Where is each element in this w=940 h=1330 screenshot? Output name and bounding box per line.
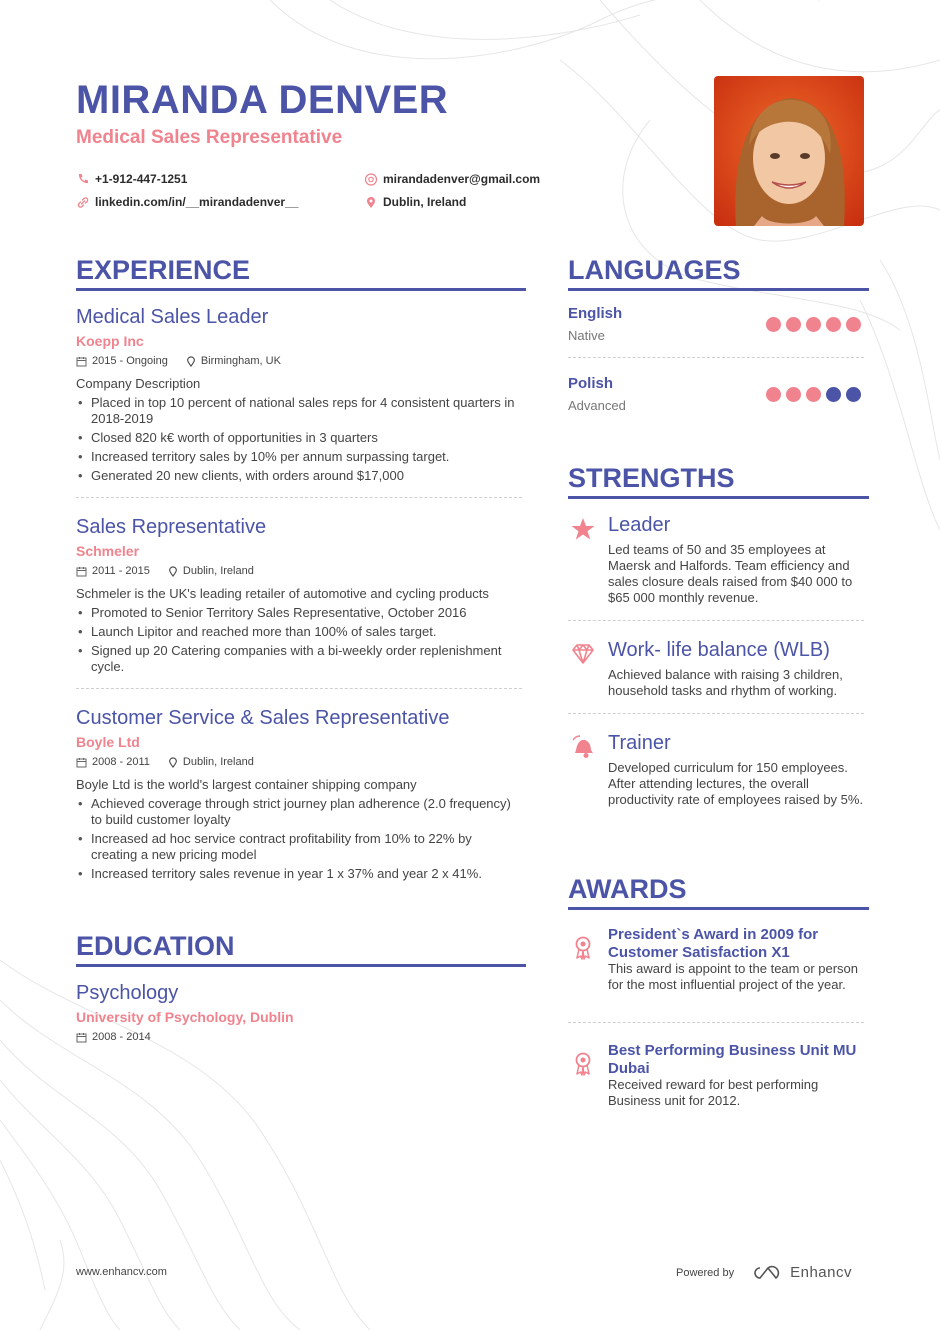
rating-dot-filled (786, 317, 801, 332)
calendar-icon (76, 1032, 87, 1043)
job-bullet: • Achieved coverage through strict journey plan adherence (2.0 frequency) to build customer loyalty (76, 796, 516, 828)
location-text: Dublin, Ireland (383, 195, 467, 209)
award-description: Received reward for best performing Business unit for 2012. (608, 1077, 819, 1108)
strength-description: Achieved balance with raising 3 children, household tasks and rhythm of working. (608, 667, 843, 698)
strength-title: Leader (608, 514, 671, 536)
rating-dot-empty (846, 387, 861, 402)
job-meta (76, 565, 254, 577)
rating-dot-filled (826, 317, 841, 332)
job-dates: 2011 - 2015 (92, 565, 150, 577)
job-title: Sales Representative (76, 516, 267, 538)
job-meta (76, 355, 281, 367)
job-bullet: • Generated 20 new clients, with orders around $17,000 (76, 468, 516, 484)
divider (568, 713, 864, 714)
rating-dot-filled (786, 387, 801, 402)
calendar-icon (76, 566, 87, 577)
powered-by-label: Powered by (676, 1266, 735, 1279)
education-heading: EDUCATION (76, 930, 526, 967)
rating-dot-filled (766, 387, 781, 402)
strengths-heading: STRENGTHS (568, 462, 869, 499)
bell-icon (570, 734, 596, 760)
at-icon (364, 173, 378, 186)
job-description: Schmeler is the UK's leading retailer of automotive and cycling products (76, 586, 489, 601)
strength-title: Trainer (608, 732, 671, 754)
award-title: President`s Award in 2009 for Customer Satisfaction X1 (608, 926, 819, 961)
awards-heading: AWARDS (568, 873, 869, 910)
job-bullets (76, 605, 516, 678)
job-bullets (76, 796, 516, 885)
strength-description: Led teams of 50 and 35 employees at Maersk and Halfords. Team efficiency and sales closure deals raised from $40 000 to $65 000 monthly revenue. (608, 542, 853, 605)
job-description: Boyle Ltd is the world's largest container shipping company (76, 777, 417, 792)
linkedin-text[interactable]: linkedin.com/in/__mirandadenver__ (95, 195, 299, 209)
contact-phone (76, 172, 187, 186)
job-dates: 2008 - 2011 (92, 756, 150, 768)
award-medal-icon (570, 934, 596, 960)
job-bullet: • Placed in top 10 percent of national sales reps for 4 consistent quarters in 2018-2019 (76, 395, 516, 427)
language-name: English (568, 305, 623, 322)
job-bullet: • Signed up 20 Catering companies with a bi-weekly order replenishment cycle. (76, 643, 516, 675)
job-company: Schmeler (76, 543, 140, 559)
job-meta (76, 756, 254, 768)
education-meta (76, 1031, 151, 1043)
strength-description: Developed curriculum for 150 employees. After attending lectures, the overall productivity rate of employees raised by 5%. (608, 760, 864, 807)
job-company: Boyle Ltd (76, 734, 140, 750)
divider (568, 1022, 864, 1023)
rating-dot-filled (846, 317, 861, 332)
job-title: Medical Sales Leader (76, 306, 269, 328)
rating-dot-filled (806, 317, 821, 332)
star-icon (570, 516, 596, 542)
job-company: Koepp Inc (76, 333, 144, 349)
diamond-icon (570, 641, 596, 667)
divider (76, 497, 522, 498)
email-text[interactable]: mirandadenver@gmail.com (383, 172, 541, 186)
location-pin-icon (186, 356, 196, 367)
location-pin-icon (168, 757, 178, 768)
job-bullet: • Promoted to Senior Territory Sales Representative, October 2016 (76, 605, 516, 621)
job-bullet: • Increased territory sales revenue in year 1 x 37% and year 2 x 41%. (76, 866, 516, 882)
language-rating (766, 317, 861, 332)
rating-dot-empty (826, 387, 841, 402)
job-bullet: • Closed 820 k€ worth of opportunities in 3 quarters (76, 430, 516, 446)
language-level: Advanced (568, 398, 626, 413)
language-level: Native (568, 328, 605, 343)
enhancv-logo-icon (752, 1265, 784, 1281)
contact-email (364, 172, 540, 186)
divider (568, 357, 864, 358)
footer-brand (676, 1264, 852, 1281)
experience-heading: EXPERIENCE (76, 254, 526, 291)
divider (76, 688, 522, 689)
job-dates: 2015 - Ongoing (92, 355, 168, 367)
language-rating (766, 387, 861, 402)
candidate-title: Medical Sales Representative (76, 127, 343, 148)
job-bullet: • Increased ad hoc service contract profitability from 10% to 22% by creating a new pricing model (76, 831, 516, 863)
phone-icon (76, 173, 90, 185)
calendar-icon (76, 757, 87, 768)
location-pin-icon (168, 566, 178, 577)
award-description: This award is appoint to the team or person for the most influential project of the year. (608, 961, 859, 992)
education-school: University of Psychology, Dublin (76, 1009, 294, 1025)
brand-name[interactable]: Enhancv (790, 1264, 852, 1281)
education-dates: 2008 - 2014 (92, 1031, 151, 1043)
education-degree: Psychology (76, 982, 179, 1004)
rating-dot-filled (766, 317, 781, 332)
candidate-name: MIRANDA DENVER (76, 78, 449, 122)
calendar-icon (76, 356, 87, 367)
award-medal-icon (570, 1050, 596, 1076)
language-name: Polish (568, 375, 614, 392)
award-title: Best Performing Business Unit MU Dubai (608, 1042, 857, 1077)
job-location: Birmingham, UK (200, 355, 281, 367)
phone-text[interactable]: +1-912-447-1251 (95, 172, 188, 186)
job-location: Dublin, Ireland (182, 756, 254, 768)
job-location: Dublin, Ireland (182, 565, 254, 577)
profile-photo (714, 76, 864, 226)
job-description: Company Description (76, 376, 201, 391)
rating-dot-filled (806, 387, 821, 402)
job-title: Customer Service & Sales Representative (76, 707, 450, 729)
contact-location (364, 195, 466, 209)
job-bullet: • Increased territory sales by 10% per annum surpassing target. (76, 449, 516, 465)
footer-website[interactable]: www.enhancv.com (76, 1266, 167, 1278)
job-bullet: • Launch Lipitor and reached more than 100% of sales target. (76, 624, 516, 640)
strength-title: Work- life balance (WLB) (608, 639, 830, 661)
divider (568, 620, 864, 621)
languages-heading: LANGUAGES (568, 254, 869, 291)
contact-linkedin (76, 195, 298, 209)
link-icon (76, 196, 90, 209)
job-bullets (76, 395, 516, 487)
location-pin-icon (364, 196, 378, 209)
